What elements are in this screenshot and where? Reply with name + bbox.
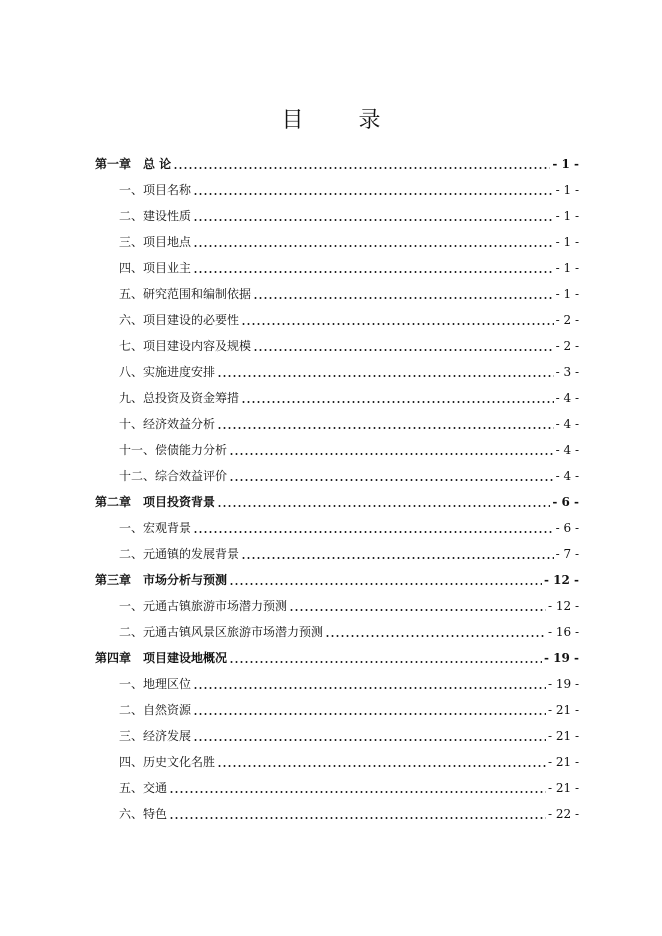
toc-entry-label: 二、自然资源 (119, 703, 192, 717)
toc-section-entry[interactable] (95, 411, 579, 437)
toc-entry-label: 四、历史文化名胜 (119, 755, 216, 769)
toc-entry-page-number: - 6 - (555, 521, 579, 535)
toc-entry-page-number: - 4 - (555, 469, 579, 483)
toc-section-entry[interactable] (95, 541, 579, 567)
dot-leader (229, 463, 554, 489)
toc-entry-page-number: - 19 - (547, 677, 579, 691)
toc-entry-label: 九、总投资及资金筹措 (119, 391, 240, 405)
toc-chapter-entry[interactable] (95, 567, 579, 593)
toc-entry-label: 六、项目建设的必要性 (119, 313, 240, 327)
toc-section-entry[interactable] (95, 697, 579, 723)
toc-section-entry[interactable] (95, 749, 579, 775)
table-of-contents (95, 151, 579, 827)
toc-section-entry[interactable] (95, 281, 579, 307)
dot-leader (193, 229, 554, 255)
dot-leader (229, 437, 554, 463)
toc-section-entry[interactable] (95, 463, 579, 489)
toc-entry-page-number: - 1 - (555, 183, 579, 197)
page-title: 目 录 (281, 108, 405, 133)
toc-entry-label: 八、实施进度安排 (119, 365, 216, 379)
dot-leader (217, 749, 546, 775)
toc-section-entry[interactable] (95, 723, 579, 749)
toc-section-entry[interactable] (95, 203, 579, 229)
toc-entry-page-number: - 21 - (547, 781, 579, 795)
toc-entry-page-number: - 4 - (555, 417, 579, 431)
toc-chapter-entry[interactable] (95, 151, 579, 177)
toc-entry-label: 一、项目名称 (119, 183, 192, 197)
toc-section-entry[interactable] (95, 229, 579, 255)
toc-section-entry[interactable] (95, 619, 579, 645)
dot-leader (193, 515, 554, 541)
toc-entry-label: 一、元通古镇旅游市场潜力预测 (119, 599, 288, 613)
toc-section-entry[interactable] (95, 775, 579, 801)
toc-entry-page-number: - 1 - (552, 157, 579, 171)
toc-entry-label: 一、宏观背景 (119, 521, 192, 535)
toc-entry-label: 二、建设性质 (119, 209, 192, 223)
toc-section-entry[interactable] (95, 593, 579, 619)
dot-leader (241, 541, 554, 567)
toc-entry-label: 六、特色 (119, 807, 168, 821)
toc-entry-label: 七、项目建设内容及规模 (119, 339, 252, 353)
toc-entry-page-number: - 21 - (547, 755, 579, 769)
dot-leader (217, 489, 550, 515)
toc-entry-label: 第二章 项目投资背景 (95, 495, 216, 509)
dot-leader (289, 593, 546, 619)
dot-leader (217, 359, 554, 385)
toc-entry-label: 五、研究范围和编制依据 (119, 287, 252, 301)
toc-entry-page-number: - 6 - (552, 495, 579, 509)
toc-entry-label: 第三章 市场分析与预测 (95, 573, 228, 587)
toc-entry-label: 十一、偿债能力分析 (119, 443, 228, 457)
toc-entry-page-number: - 19 - (543, 651, 579, 665)
toc-entry-label: 一、地理区位 (119, 677, 192, 691)
toc-entry-page-number: - 4 - (555, 391, 579, 405)
toc-section-entry[interactable] (95, 255, 579, 281)
toc-chapter-entry[interactable] (95, 645, 579, 671)
dot-leader (325, 619, 546, 645)
toc-entry-page-number: - 1 - (555, 261, 579, 275)
toc-entry-page-number: - 22 - (547, 807, 579, 821)
toc-section-entry[interactable] (95, 333, 579, 359)
dot-leader (229, 645, 542, 671)
toc-section-entry[interactable] (95, 515, 579, 541)
dot-leader (241, 307, 554, 333)
toc-entry-page-number: - 16 - (547, 625, 579, 639)
toc-section-entry[interactable] (95, 307, 579, 333)
toc-entry-page-number: - 12 - (547, 599, 579, 613)
dot-leader (193, 203, 554, 229)
toc-section-entry[interactable] (95, 385, 579, 411)
toc-chapter-entry[interactable] (95, 489, 579, 515)
toc-entry-label: 三、经济发展 (119, 729, 192, 743)
toc-section-entry[interactable] (95, 671, 579, 697)
dot-leader (253, 281, 554, 307)
toc-entry-label: 五、交通 (119, 781, 168, 795)
dot-leader (193, 723, 546, 749)
dot-leader (193, 177, 554, 203)
dot-leader (193, 697, 546, 723)
toc-entry-page-number: - 21 - (547, 703, 579, 717)
toc-entry-label: 二、元通镇的发展背景 (119, 547, 240, 561)
dot-leader (217, 411, 554, 437)
toc-entry-page-number: - 12 - (543, 573, 579, 587)
toc-entry-page-number: - 21 - (547, 729, 579, 743)
toc-entry-page-number: - 2 - (555, 313, 579, 327)
dot-leader (253, 333, 554, 359)
dot-leader (173, 151, 550, 177)
dot-leader (193, 671, 546, 697)
toc-entry-label: 第一章 总 论 (95, 157, 172, 171)
toc-entry-label: 四、项目业主 (119, 261, 192, 275)
toc-entry-label: 十二、综合效益评价 (119, 469, 228, 483)
dot-leader (193, 255, 554, 281)
dot-leader (229, 567, 542, 593)
toc-entry-page-number: - 7 - (555, 547, 579, 561)
toc-entry-label: 第四章 项目建设地概况 (95, 651, 228, 665)
toc-entry-label: 三、项目地点 (119, 235, 192, 249)
toc-entry-page-number: - 2 - (555, 339, 579, 353)
toc-section-entry[interactable] (95, 177, 579, 203)
toc-entry-page-number: - 3 - (555, 365, 579, 379)
toc-entry-page-number: - 4 - (555, 443, 579, 457)
dot-leader (169, 775, 546, 801)
toc-entry-page-number: - 1 - (555, 235, 579, 249)
toc-section-entry[interactable] (95, 801, 579, 827)
toc-entry-page-number: - 1 - (555, 287, 579, 301)
toc-section-entry[interactable] (95, 437, 579, 463)
toc-entry-label: 二、元通古镇风景区旅游市场潜力预测 (119, 625, 324, 639)
toc-entry-page-number: - 1 - (555, 209, 579, 223)
toc-section-entry[interactable] (95, 359, 579, 385)
dot-leader (169, 801, 546, 827)
dot-leader (241, 385, 554, 411)
toc-entry-label: 十、经济效益分析 (119, 417, 216, 431)
